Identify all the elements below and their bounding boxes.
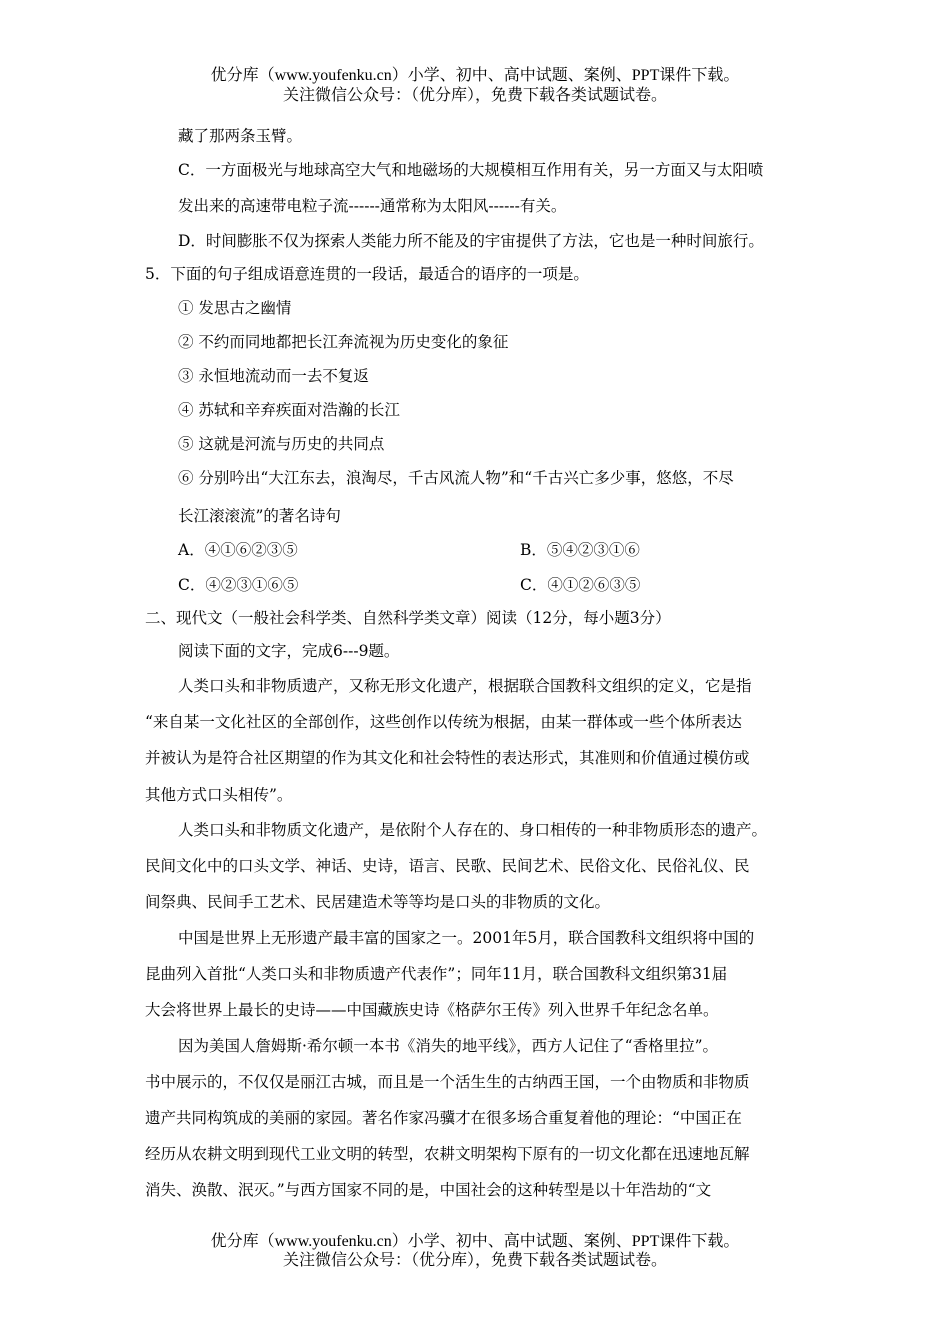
q5-sentence-4: ④ 苏轼和辛弃疾面对浩瀚的长江 [178, 401, 400, 419]
passage-p3-line1: 中国是世界上无形遗产最丰富的国家之一。2001年5月，联合国教科文组织将中国的 [178, 929, 755, 947]
footer-line-2: 关注微信公众号：（优分库），免费下载各类试题试卷。 [282, 1252, 667, 1269]
passage-p1-line3: 并被认为是符合社区期望的作为其文化和社会特性的表达形式，其准则和价值通过模仿或 [145, 749, 750, 767]
q5-option-c: C．④②③①⑥⑤ [178, 576, 299, 594]
passage-p3-line3: 大会将世界上最长的史诗——中国藏族史诗《格萨尔王传》列入世界千年纪念名单。 [145, 1001, 719, 1019]
passage-p4-line4: 经历从农耕文明到现代工业文明的转型，农耕文明架构下原有的一切文化都在迅速地瓦解 [145, 1145, 750, 1163]
header-line-1: 优分库（www.youfenku.cn）小学、初中、高中试题、案例、PPT课件下载。 [210, 67, 740, 84]
q5-option-b: B．⑤④②③①⑥ [520, 541, 640, 559]
q5-sentence-2: ② 不约而同地都把长江奔流视为历史变化的象征 [178, 333, 509, 351]
q5-stem: 5．下面的句子组成语意连贯的一段话，最适合的语序的一项是。 [145, 265, 589, 283]
passage-p1-line2: “来自某一文化社区的全部创作，这些创作以传统为根据，由某一群体或一些个体所表达 [145, 713, 742, 731]
q5-sentence-5: ⑤ 这就是河流与历史的共同点 [178, 435, 385, 453]
q4-continued-text: 藏了那两条玉臂。 [178, 127, 303, 145]
passage-p2-line2: 民间文化中的口头文学、神话、史诗，语言、民歌、民间艺术、民俗文化、民俗礼仪、民 [145, 857, 750, 875]
q5-sentence-3: ③ 永恒地流动而一去不复返 [178, 367, 369, 385]
passage-p2-line1: 人类口头和非物质文化遗产，是依附个人存在的、身口相传的一种非物质形态的遗产。 [178, 821, 768, 839]
passage-p4-line2: 书中展示的，不仅仅是丽江古城，而且是一个活生生的古纳西王国，一个由物质和非物质 [145, 1073, 750, 1091]
q4-option-d: D．时间膨胀不仅为探索人类能力所不能及的宇宙提供了方法，它也是一种时间旅行。 [178, 232, 764, 250]
passage-p1-line1: 人类口头和非物质遗产，又称无形文化遗产，根据联合国教科文组织的定义，它是指 [178, 677, 752, 695]
q4-option-c-line2: 发出来的高速带电粒子流------通常称为太阳风------有关。 [178, 197, 567, 215]
footer-line-1: 优分库（www.youfenku.cn）小学、初中、高中试题、案例、PPT课件下载。 [210, 1233, 740, 1250]
passage-p4-line3: 遗产共同构筑成的美丽的家园。著名作家冯骥才在很多场合重复着他的理论：“中国正在 [145, 1109, 742, 1127]
passage-p4-line5: 消失、涣散、泯灭。”与西方国家不同的是，中国社会的这种转型是以十年浩劫的“文 [145, 1181, 712, 1199]
q4-option-c-line1: C．一方面极光与地球高空大气和地磁场的大规模相互作用有关，另一方面又与太阳喷 [178, 161, 764, 179]
passage-p3-line2: 昆曲列入首批“人类口头和非物质遗产代表作”；同年11月，联合国教科文组织第31届 [145, 965, 728, 983]
q5-sentence-6-line2: 长江滚滚流”的著名诗句 [178, 507, 341, 525]
q5-sentence-1: ① 发思古之幽情 [178, 299, 292, 317]
passage-p2-line3: 间祭典、民间手工艺术、民居建造术等等均是口头的非物质的文化。 [145, 893, 611, 911]
q5-sentence-6-line1: ⑥ 分别吟出“大江东去，浪淘尽，千古风流人物”和“千古兴亡多少事，悠悠，不尽 [178, 469, 734, 487]
q5-option-a: A．④①⑥②③⑤ [178, 541, 298, 559]
header-line-2: 关注微信公众号：（优分库），免费下载各类试题试卷。 [282, 87, 667, 104]
passage-p4-line1: 因为美国人詹姆斯·希尔顿一本书《消失的地平线》，西方人记住了“香格里拉”。 [178, 1037, 719, 1055]
section-2-instruction: 阅读下面的文字，完成6---9题。 [178, 642, 400, 660]
passage-p1-line4: 其他方式口头相传”。 [145, 786, 293, 804]
section-2-title: 二、现代文（一般社会科学类、自然科学类文章）阅读（12分，每小题3分） [145, 609, 671, 627]
q5-option-d: C．④①②⑥③⑤ [520, 576, 641, 594]
